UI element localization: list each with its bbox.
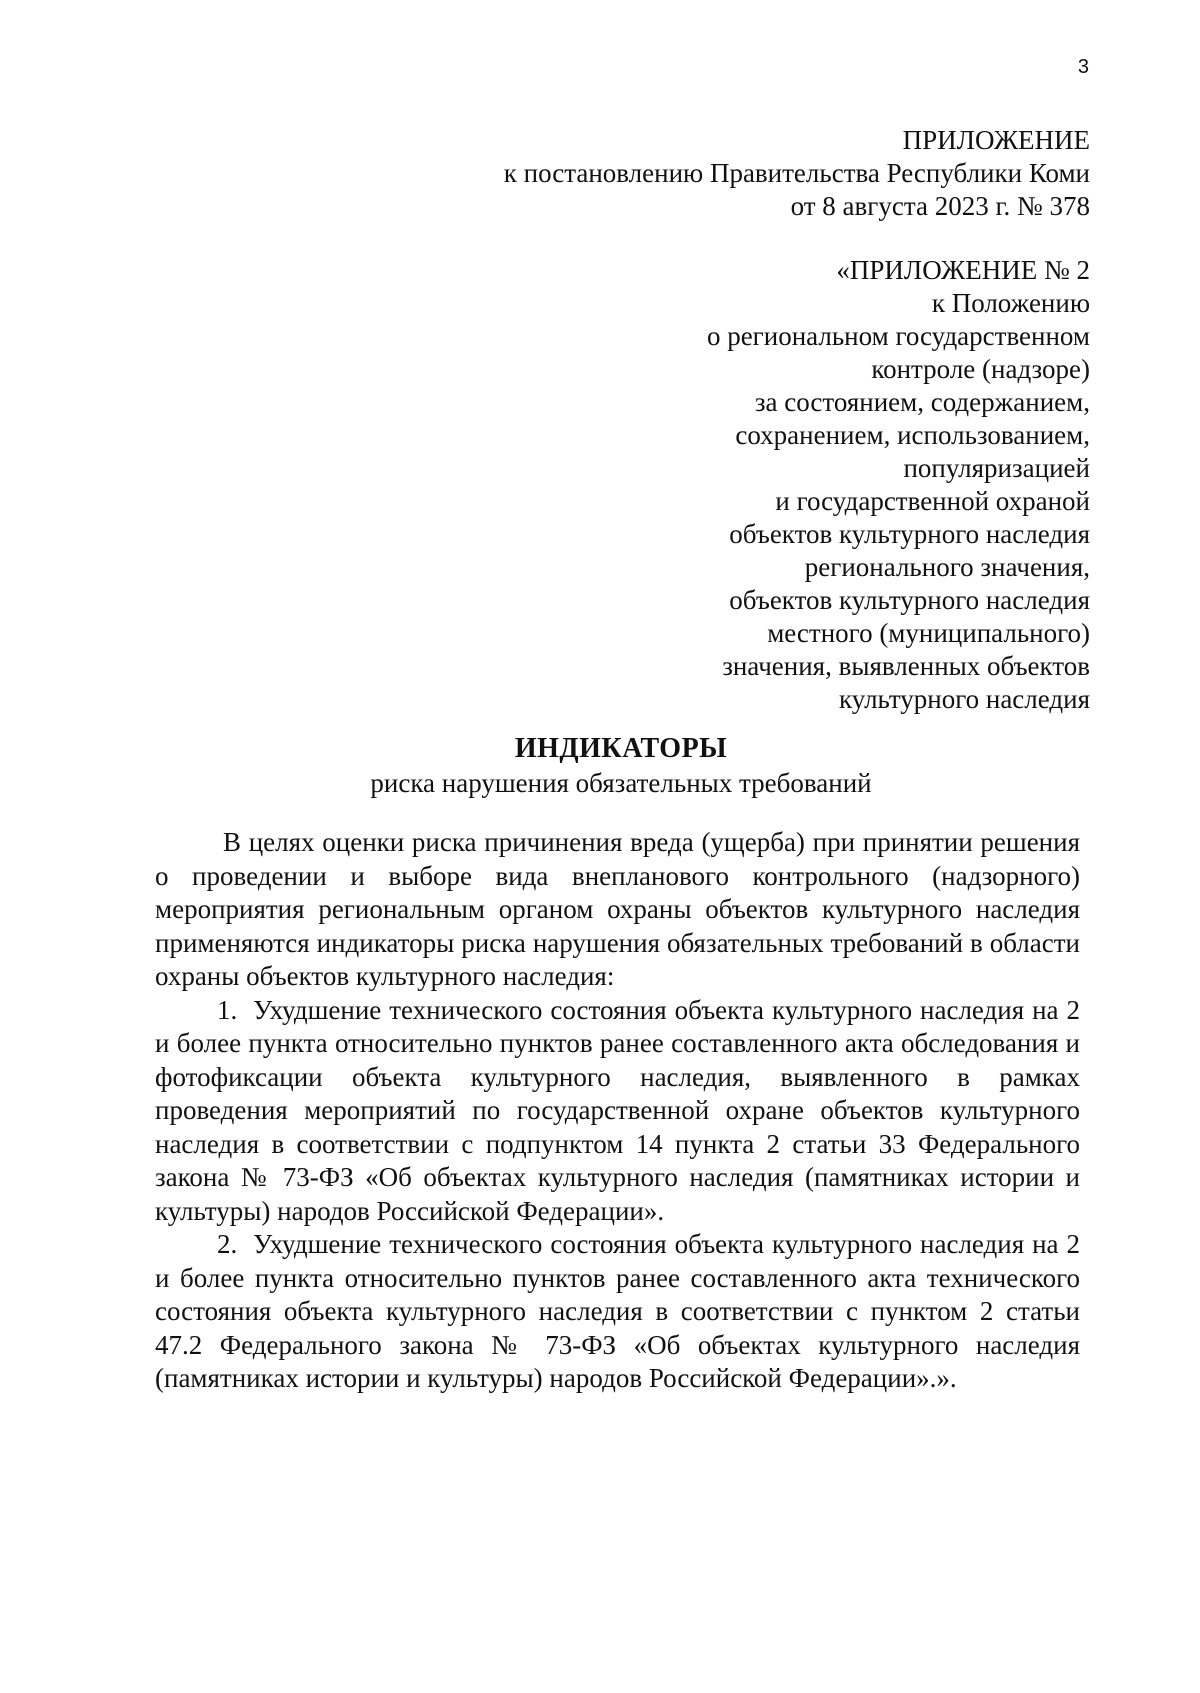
- appendix-block: [707, 254, 1090, 716]
- document-body: [155, 826, 1080, 1396]
- appendix-line: регионального значения,: [804, 552, 1090, 582]
- appendix-line: о региональном государственном: [706, 321, 1090, 351]
- appendix-line: за состоянием, содержанием,: [754, 387, 1090, 417]
- list-item: [155, 1228, 1080, 1396]
- appendix-line: значения, выявленных объектов: [722, 651, 1090, 681]
- appendix-line: к Положению: [931, 288, 1090, 318]
- appendix-line: объектов культурного наследия: [729, 585, 1090, 615]
- item-number: 1.: [217, 994, 238, 1025]
- appendix-line: и государственной охраной: [775, 486, 1090, 516]
- appendix-line: популяризацией: [903, 453, 1090, 483]
- document-subtitle: риска нарушения обязательных требований: [370, 768, 872, 798]
- item-number: 2.: [217, 1229, 238, 1259]
- approval-heading: ПРИЛОЖЕНИЕ: [902, 125, 1090, 155]
- item-text: Ухудшение технического состояния объекта культурного наследия на 2 и более пункта относительно пунктов ранее составленного акта обследования и фотофиксации объекта культурного наследия, выявленного в рамках проведения мероприятий по государственной охране объектов культурного наследия в соответствии с подпунктом 14 пункта 2 статьи 33 Федерального закона № 73-ФЗ «Об объектах культурного наследия (памятниках истории и культуры) народов Российской Федерации».: [155, 994, 1081, 1226]
- appendix-line: сохранением, использованием,: [735, 420, 1090, 450]
- appendix-line: контроле (надзоре): [871, 354, 1090, 384]
- page-number: 3: [1077, 56, 1089, 78]
- appendix-line: объектов культурного наследия: [729, 519, 1090, 549]
- document-title: ИНДИКАТОРЫ: [514, 733, 728, 764]
- approval-block: [504, 124, 1090, 223]
- item-text: Ухудшение технического состояния объекта культурного наследия на 2 и более пункта относительно пунктов ранее составленного акта технического состояния объекта культурного наследия в соответствии с пунктом 2 статьи 47.2 Федерального закона № 73-ФЗ «Об объектах культурного наследия (памятниках истории и культуры) народов Российской Федерации».».: [155, 1229, 1081, 1393]
- approval-resolution: к постановлению Правительства Республики Коми: [503, 158, 1090, 188]
- intro-paragraph: В целях оценки риска причинения вреда (ущерба) при принятии решения о проведении и выборе вида внепланового контрольного (надзорного) мероприятия региональным органом охраны объектов культурного наследия применяются индикаторы риска нарушения обязательных требований в области охраны объектов культурного наследия:: [155, 827, 1080, 991]
- list-item: [155, 994, 1080, 1229]
- appendix-line: «ПРИЛОЖЕНИЕ № 2: [836, 255, 1090, 285]
- appendix-line: культурного наследия: [839, 684, 1090, 714]
- approval-date-number: от 8 августа 2023 г. № 378: [790, 191, 1090, 221]
- appendix-line: местного (муниципального): [767, 618, 1090, 648]
